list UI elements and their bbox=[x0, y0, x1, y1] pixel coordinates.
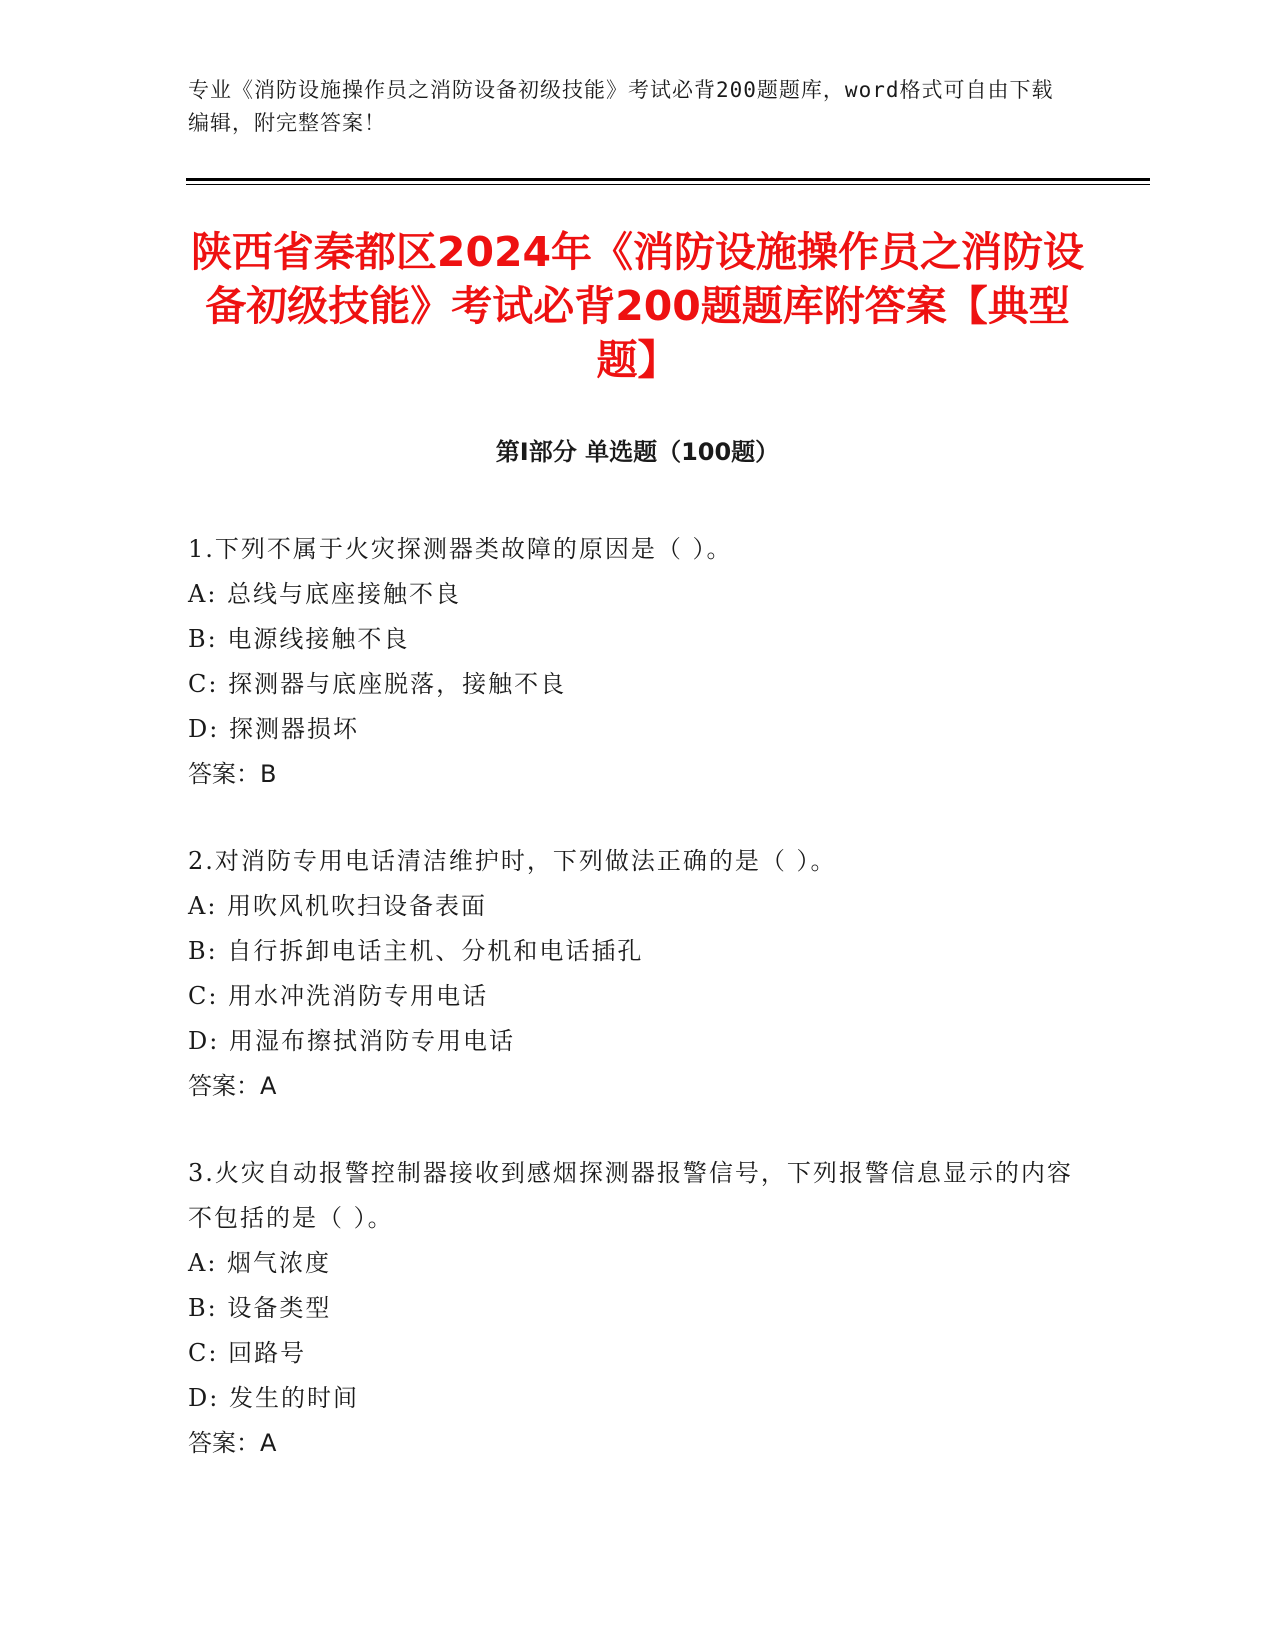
option-c: C: 探测器与底座脱落，接触不良 bbox=[188, 670, 567, 698]
header-divider-thick bbox=[186, 178, 1150, 181]
answer: 答案：A bbox=[188, 1429, 277, 1457]
header-divider-thin bbox=[186, 184, 1150, 185]
section-title: 第I部分 单选题（100题） bbox=[495, 438, 780, 466]
question-stem: 1.下列不属于火灾探测器类故障的原因是（ ）。 bbox=[188, 535, 733, 563]
option-b: B: 自行拆卸电话主机、分机和电话插孔 bbox=[188, 937, 644, 965]
option-a: A: 用吹风机吹扫设备表面 bbox=[188, 892, 488, 920]
question-1 bbox=[188, 527, 1088, 797]
option-a: A: 烟气浓度 bbox=[188, 1249, 332, 1277]
question-stem: 3.火灾自动报警控制器接收到感烟探测器报警信号，下列报警信息显示的内容不包括的是（ ）。 bbox=[188, 1159, 1073, 1232]
question-list bbox=[188, 527, 1088, 1508]
option-b: B: 设备类型 bbox=[188, 1294, 332, 1322]
question-2 bbox=[188, 839, 1088, 1109]
question-stem: 2.对消防专用电话清洁维护时，下列做法正确的是（ ）。 bbox=[188, 847, 837, 875]
document-title: 陕西省秦都区2024年《消防设施操作员之消防设备初级技能》考试必背200题题库附答案【典型题】 bbox=[190, 228, 1085, 384]
answer: 答案：B bbox=[188, 760, 277, 788]
answer: 答案：A bbox=[188, 1072, 277, 1100]
option-a: A: 总线与底座接触不良 bbox=[188, 580, 462, 608]
header-note: 专业《消防设施操作员之消防设备初级技能》考试必背200题题库，word格式可自由下载编辑，附完整答案！ bbox=[188, 78, 1054, 135]
question-3 bbox=[188, 1151, 1088, 1466]
option-c: C: 用水冲洗消防专用电话 bbox=[188, 982, 489, 1010]
option-b: B: 电源线接触不良 bbox=[188, 625, 410, 653]
option-c: C: 回路号 bbox=[188, 1339, 307, 1367]
option-d: D: 探测器损坏 bbox=[188, 715, 359, 743]
option-d: D: 用湿布擦拭消防专用电话 bbox=[188, 1027, 515, 1055]
option-d: D: 发生的时间 bbox=[188, 1384, 359, 1412]
